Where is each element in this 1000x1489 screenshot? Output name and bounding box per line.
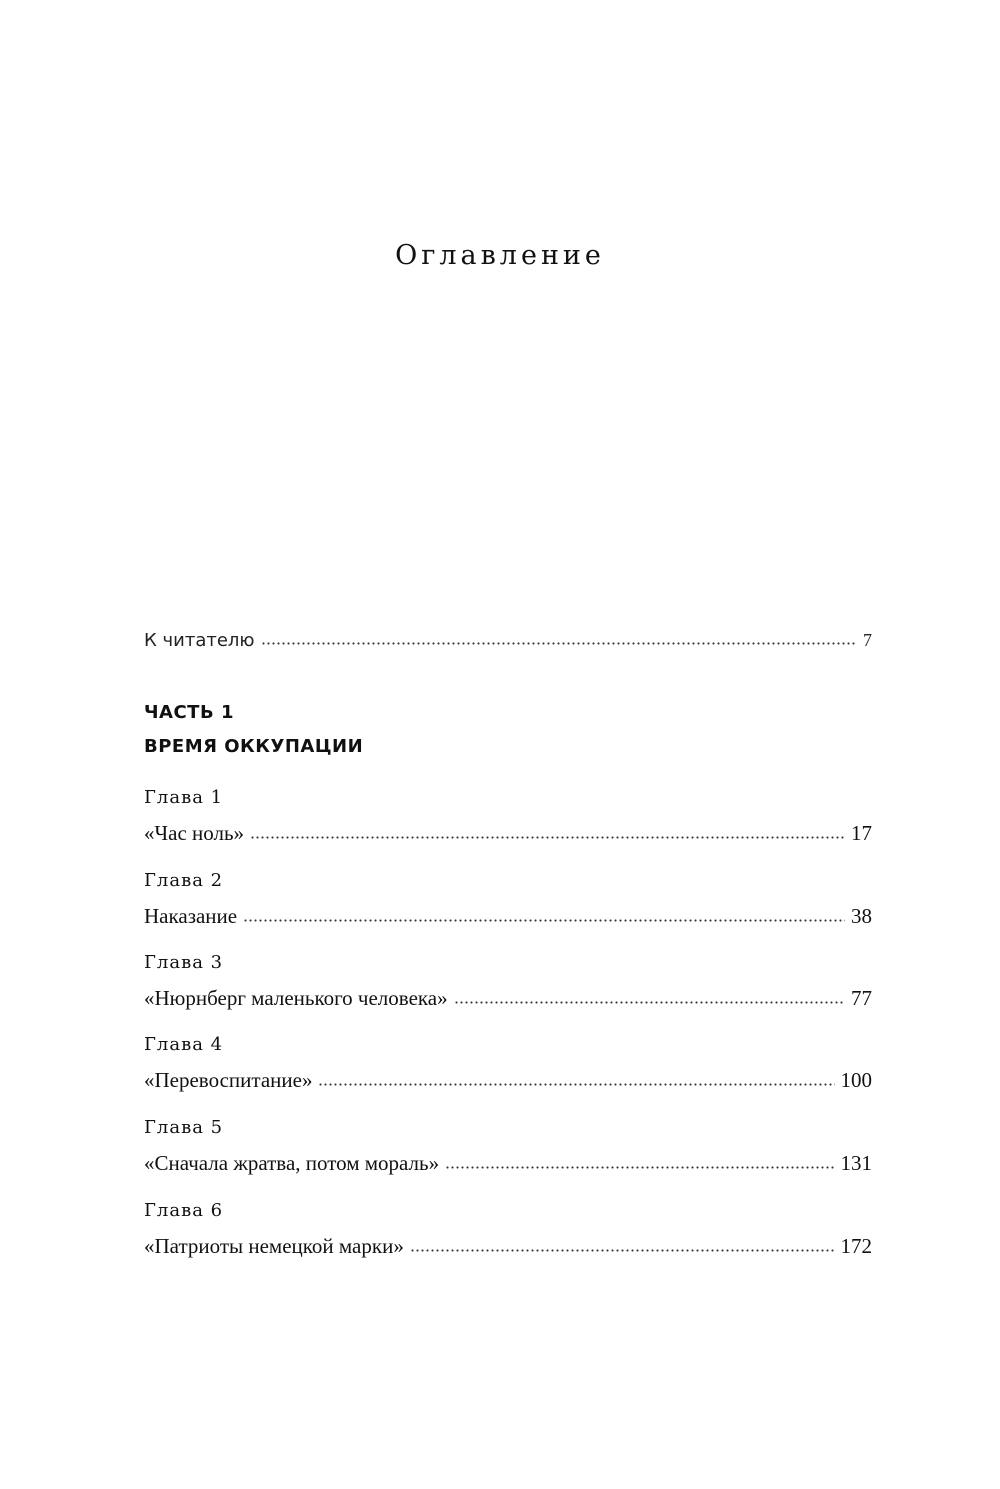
toc-entry-title: К читателю bbox=[144, 630, 255, 651]
toc-entry-chapter-2[interactable] bbox=[144, 902, 872, 932]
toc-entry-title: «Патриоты немецкой марки» bbox=[144, 1234, 404, 1258]
part-label: ЧАСТЬ 1 bbox=[144, 702, 234, 723]
dot-leader bbox=[318, 1066, 834, 1087]
toc-entry-title: «Нюрнберг маленького человека» bbox=[144, 986, 448, 1010]
chapter-label: Глава 3 bbox=[144, 952, 224, 973]
chapter-label: Глава 5 bbox=[144, 1117, 224, 1138]
toc-entry-chapter-3[interactable] bbox=[144, 984, 872, 1014]
toc-entry-intro[interactable] bbox=[144, 628, 872, 658]
dot-leader bbox=[243, 902, 845, 923]
chapter-label: Глава 1 bbox=[144, 787, 224, 808]
dot-leader bbox=[261, 628, 857, 646]
toc-entry-chapter-4[interactable] bbox=[144, 1066, 872, 1096]
chapter-label: Глава 6 bbox=[144, 1200, 224, 1221]
toc-entry-title: «Час ноль» bbox=[144, 821, 245, 845]
page-title: Оглавление bbox=[395, 240, 605, 271]
toc-entry-page: 7 bbox=[863, 630, 872, 650]
toc-entry-chapter-1[interactable] bbox=[144, 819, 872, 849]
chapter-label: Глава 2 bbox=[144, 870, 224, 891]
toc-entry-page: 38 bbox=[851, 904, 872, 928]
dot-leader bbox=[445, 1149, 834, 1170]
toc-entry-page: 100 bbox=[840, 1068, 872, 1092]
toc-entry-page: 77 bbox=[851, 986, 872, 1010]
toc-entry-page: 172 bbox=[840, 1234, 872, 1258]
part-title: ВРЕМЯ ОККУПАЦИИ bbox=[144, 736, 364, 757]
chapter-label: Глава 4 bbox=[144, 1034, 224, 1055]
toc-entry-title: Наказание bbox=[144, 904, 238, 928]
dot-leader bbox=[410, 1232, 835, 1253]
toc-entry-title: «Сначала жратва, потом мораль» bbox=[144, 1151, 440, 1175]
toc-entry-page: 131 bbox=[840, 1151, 872, 1175]
dot-leader bbox=[250, 819, 845, 840]
toc-entry-page: 17 bbox=[851, 821, 872, 845]
toc-entry-title: «Перевоспитание» bbox=[144, 1068, 313, 1092]
toc-entry-chapter-6[interactable] bbox=[144, 1232, 872, 1262]
dot-leader bbox=[454, 984, 845, 1005]
toc-entry-chapter-5[interactable] bbox=[144, 1149, 872, 1179]
